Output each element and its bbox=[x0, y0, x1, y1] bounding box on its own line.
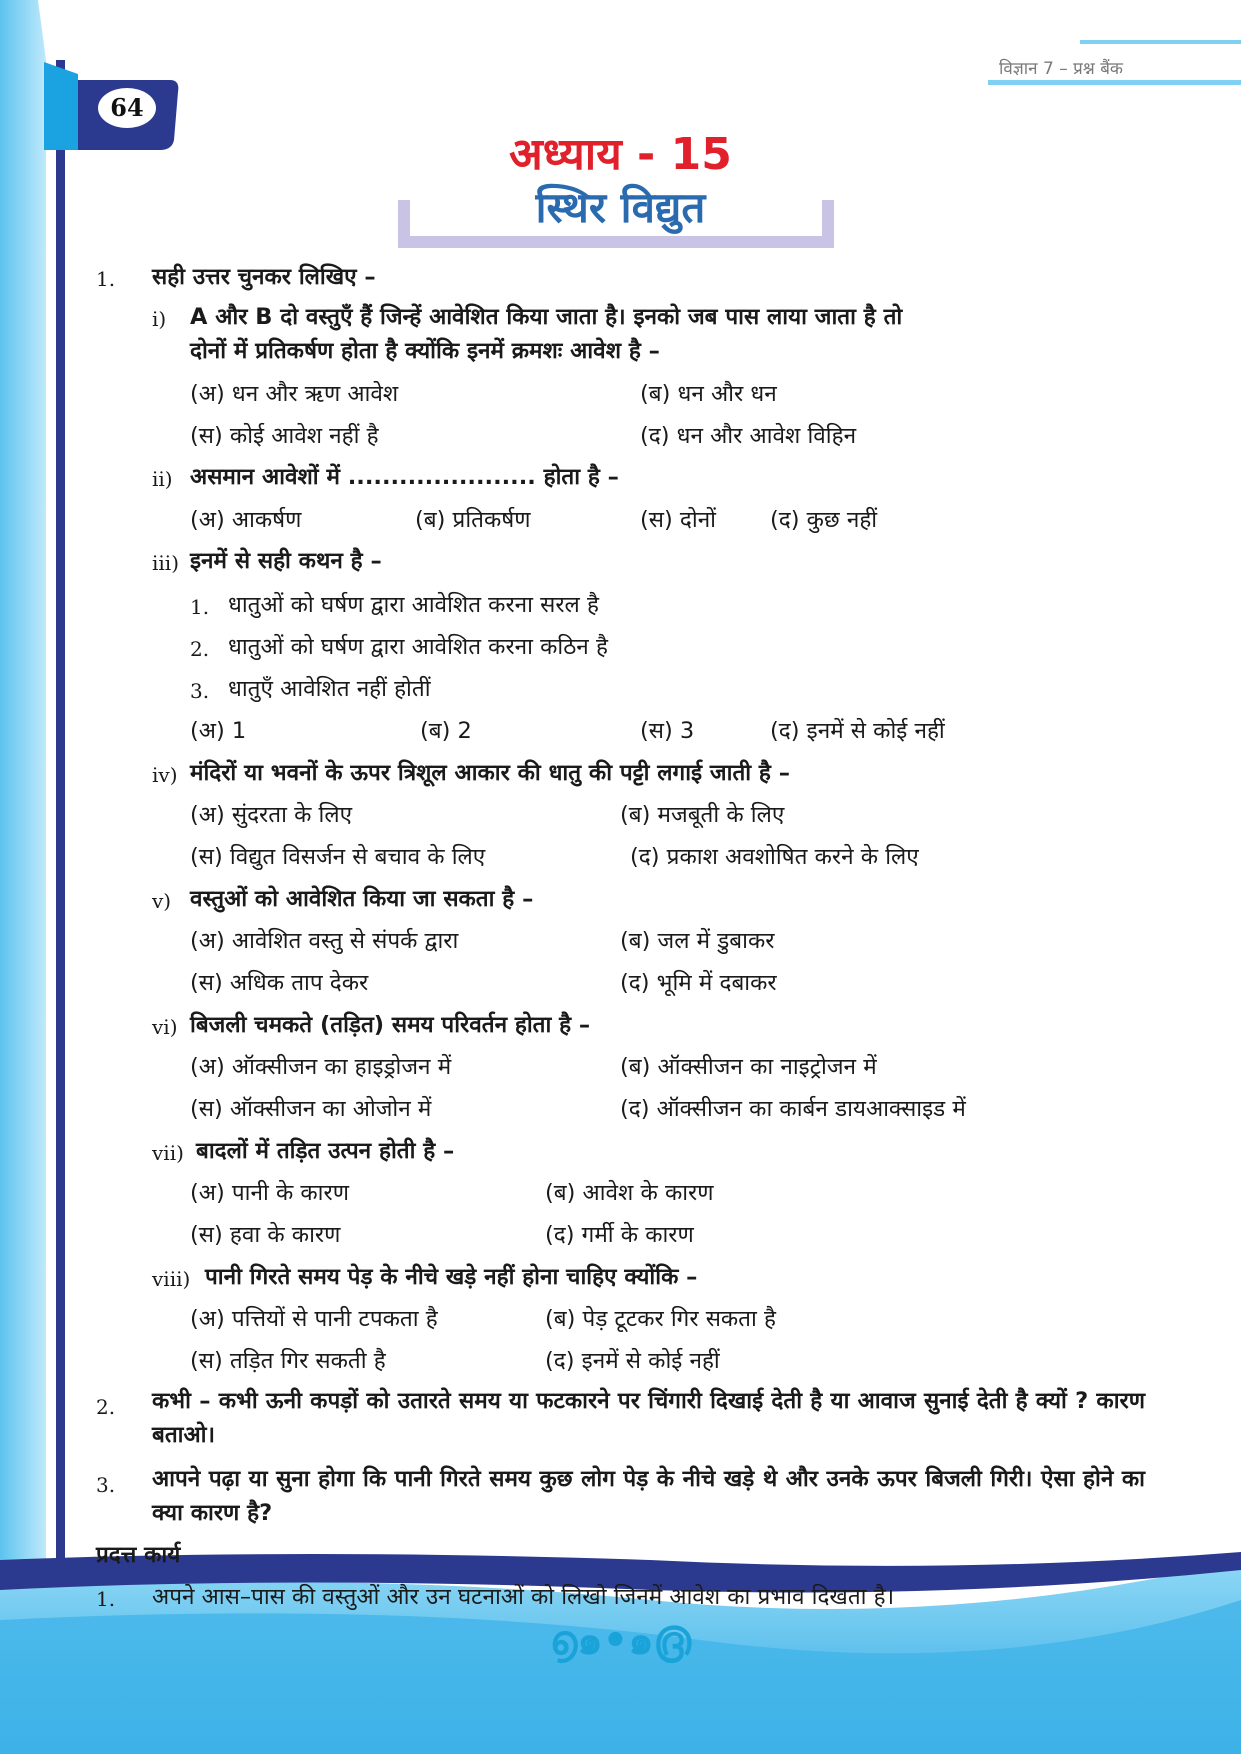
q1-vi-option-b: (ब) ऑक्सीजन का नाइट्रोजन में bbox=[620, 1054, 877, 1080]
q1-iii-statement-3: धातुएँ आवेशित नहीं होतीं bbox=[228, 676, 431, 702]
q1-i-option-a: (अ) धन और ऋण आवेश bbox=[190, 381, 399, 407]
q1-vii-option-d: (द) गर्मी के कारण bbox=[545, 1222, 694, 1248]
assignment-text: अपने आस–पास की वस्तुओं और उन घटनाओं को लिखो जिनमें आवेश का प्रभाव दिखता है। bbox=[152, 1584, 895, 1610]
q3-number: 3. bbox=[96, 1473, 116, 1497]
q1-v-option-c: (स) अधिक ताप देकर bbox=[190, 970, 369, 996]
q1-iv-number: iv) bbox=[152, 763, 178, 787]
q1-prompt: सही उत्तर चुनकर लिखिए – bbox=[152, 264, 376, 290]
q1-ii-option-d: (द) कुछ नहीं bbox=[770, 507, 878, 533]
q1-vi-number: vi) bbox=[152, 1015, 178, 1039]
left-side-panel bbox=[0, 0, 46, 1754]
q1-iv-option-c: (स) विद्युत विसर्जन से बचाव के लिए bbox=[190, 844, 486, 870]
q1-vi-option-a: (अ) ऑक्सीजन का हाइड्रोजन में bbox=[190, 1054, 452, 1080]
q1-i-text-line2: दोनों में प्रतिकर्षण होता है क्योंकि इनमें क्रमशः आवेश है – bbox=[190, 338, 660, 364]
chapter-label: अध्याय - 15 bbox=[509, 129, 732, 180]
q1-iv-option-d: (द) प्रकाश अवशोषित करने के लिए bbox=[630, 844, 919, 870]
q1-v-text: वस्तुओं को आवेशित किया जा सकता है – bbox=[190, 886, 534, 912]
q1-iii-option-b: (ब) 2 bbox=[420, 718, 472, 744]
assignment-heading: प्रदत्त कार्य bbox=[96, 1542, 181, 1568]
chapter-title: स्थिर विद्युत bbox=[535, 183, 706, 232]
q1-iv-text: मंदिरों या भवनों के ऊपर त्रिशूल आकार की धातु की पट्टी लगाई जाती है – bbox=[190, 760, 790, 786]
q1-vii-option-b: (ब) आवेश के कारण bbox=[545, 1180, 714, 1206]
q2-number: 2. bbox=[96, 1395, 116, 1419]
q1-viii-option-b: (ब) पेड़ टूटकर गिर सकता है bbox=[545, 1306, 776, 1332]
q1-i-option-c: (स) कोई आवेश नहीं है bbox=[190, 423, 379, 449]
q1-i-number: i) bbox=[152, 307, 167, 331]
q1-viii-option-a: (अ) पत्तियों से पानी टपकता है bbox=[190, 1306, 438, 1332]
q1-viii-text: पानी गिरते समय पेड़ के नीचे खड़े नहीं होना चाहिए क्योंकि – bbox=[205, 1264, 698, 1290]
q1-v-number: v) bbox=[152, 889, 172, 913]
q1-iii-option-c: (स) 3 bbox=[640, 718, 695, 744]
q2-text: कभी – कभी ऊनी कपड़ों को उतारते समय या फटकारने पर चिंगारी दिखाई देती है या आवाज सुनाई देती है क्यों ? कारण बताओ। bbox=[152, 1388, 1145, 1448]
q1-iv-option-b: (ब) मजबूती के लिए bbox=[620, 802, 785, 828]
assignment-number: 1. bbox=[96, 1587, 116, 1611]
q1-i-option-b: (ब) धन और धन bbox=[640, 381, 777, 407]
q1-vii-option-c: (स) हवा के कारण bbox=[190, 1222, 341, 1248]
q1-iv-option-a: (अ) सुंदरता के लिए bbox=[190, 802, 353, 828]
q1-i-text-line1: A और B दो वस्तुएँ हैं जिन्हें आवेशित किया जाता है। इनको जब पास लाया जाता है तो bbox=[190, 304, 903, 330]
q1-vii-option-a: (अ) पानी के कारण bbox=[190, 1180, 349, 1206]
q1-ii-option-a: (अ) आकर्षण bbox=[190, 507, 302, 533]
q1-vii-text: बादलों में तड़ित उत्पन होती है – bbox=[196, 1138, 455, 1164]
q1-v-option-b: (ब) जल में डुबाकर bbox=[620, 928, 775, 954]
q1-iii-s3-number: 3. bbox=[190, 679, 210, 703]
q1-viii-option-c: (स) तड़ित गिर सकती है bbox=[190, 1348, 386, 1374]
q3-text: आपने पढ़ा या सुना होगा कि पानी गिरते समय कुछ लोग पेड़ के नीचे खड़े थे और उनके ऊपर बिजली गिरी। ऐसा होने का क्या कारण है? bbox=[152, 1466, 1145, 1526]
q1-vi-text: बिजली चमकते (तड़ित) समय परिवर्तन होता है – bbox=[190, 1012, 591, 1038]
q1-iii-option-d: (द) इनमें से कोई नहीं bbox=[770, 718, 945, 744]
q1-iii-number: iii) bbox=[152, 551, 179, 575]
q1-iii-text: इनमें से सही कथन है – bbox=[190, 548, 382, 574]
q1-v-option-d: (द) भूमि में दबाकर bbox=[620, 970, 777, 996]
q1-vi-option-d: (द) ऑक्सीजन का कार्बन डायआक्साइड में bbox=[620, 1096, 966, 1122]
q1-ii-number: ii) bbox=[152, 467, 173, 491]
left-dark-bar bbox=[56, 60, 65, 1560]
header-rule bbox=[988, 80, 1241, 85]
q1-iii-s2-number: 2. bbox=[190, 637, 210, 661]
q1-ii-text: असमान आवेशों में ...................... होता है – bbox=[190, 464, 619, 490]
page-number: 64 bbox=[98, 88, 156, 128]
end-ornament: ൭๑•๑൫ bbox=[550, 1618, 691, 1664]
q1-ii-option-c: (स) दोनों bbox=[640, 507, 717, 533]
q1-ii-option-b: (ब) प्रतिकर्षण bbox=[415, 507, 531, 533]
book-title-header: विज्ञान 7 – प्रश्न बैंक bbox=[999, 59, 1123, 79]
q1-i-option-d: (द) धन और आवेश विहिन bbox=[640, 423, 857, 449]
q1-iii-option-a: (अ) 1 bbox=[190, 718, 247, 744]
q1-iii-s1-number: 1. bbox=[190, 595, 210, 619]
q1-viii-option-d: (द) इनमें से कोई नहीं bbox=[545, 1348, 720, 1374]
q1-vi-option-c: (स) ऑक्सीजन का ओजोन में bbox=[190, 1096, 432, 1122]
q1-vii-number: vii) bbox=[152, 1141, 184, 1165]
q1-number: 1. bbox=[96, 267, 116, 291]
q1-iii-statement-1: धातुओं को घर्षण द्वारा आवेशित करना सरल है bbox=[228, 592, 599, 618]
q1-iii-statement-2: धातुओं को घर्षण द्वारा आवेशित करना कठिन है bbox=[228, 634, 608, 660]
q1-v-option-a: (अ) आवेशित वस्तु से संपर्क द्वारा bbox=[190, 928, 459, 954]
q1-viii-number: viii) bbox=[152, 1267, 191, 1291]
